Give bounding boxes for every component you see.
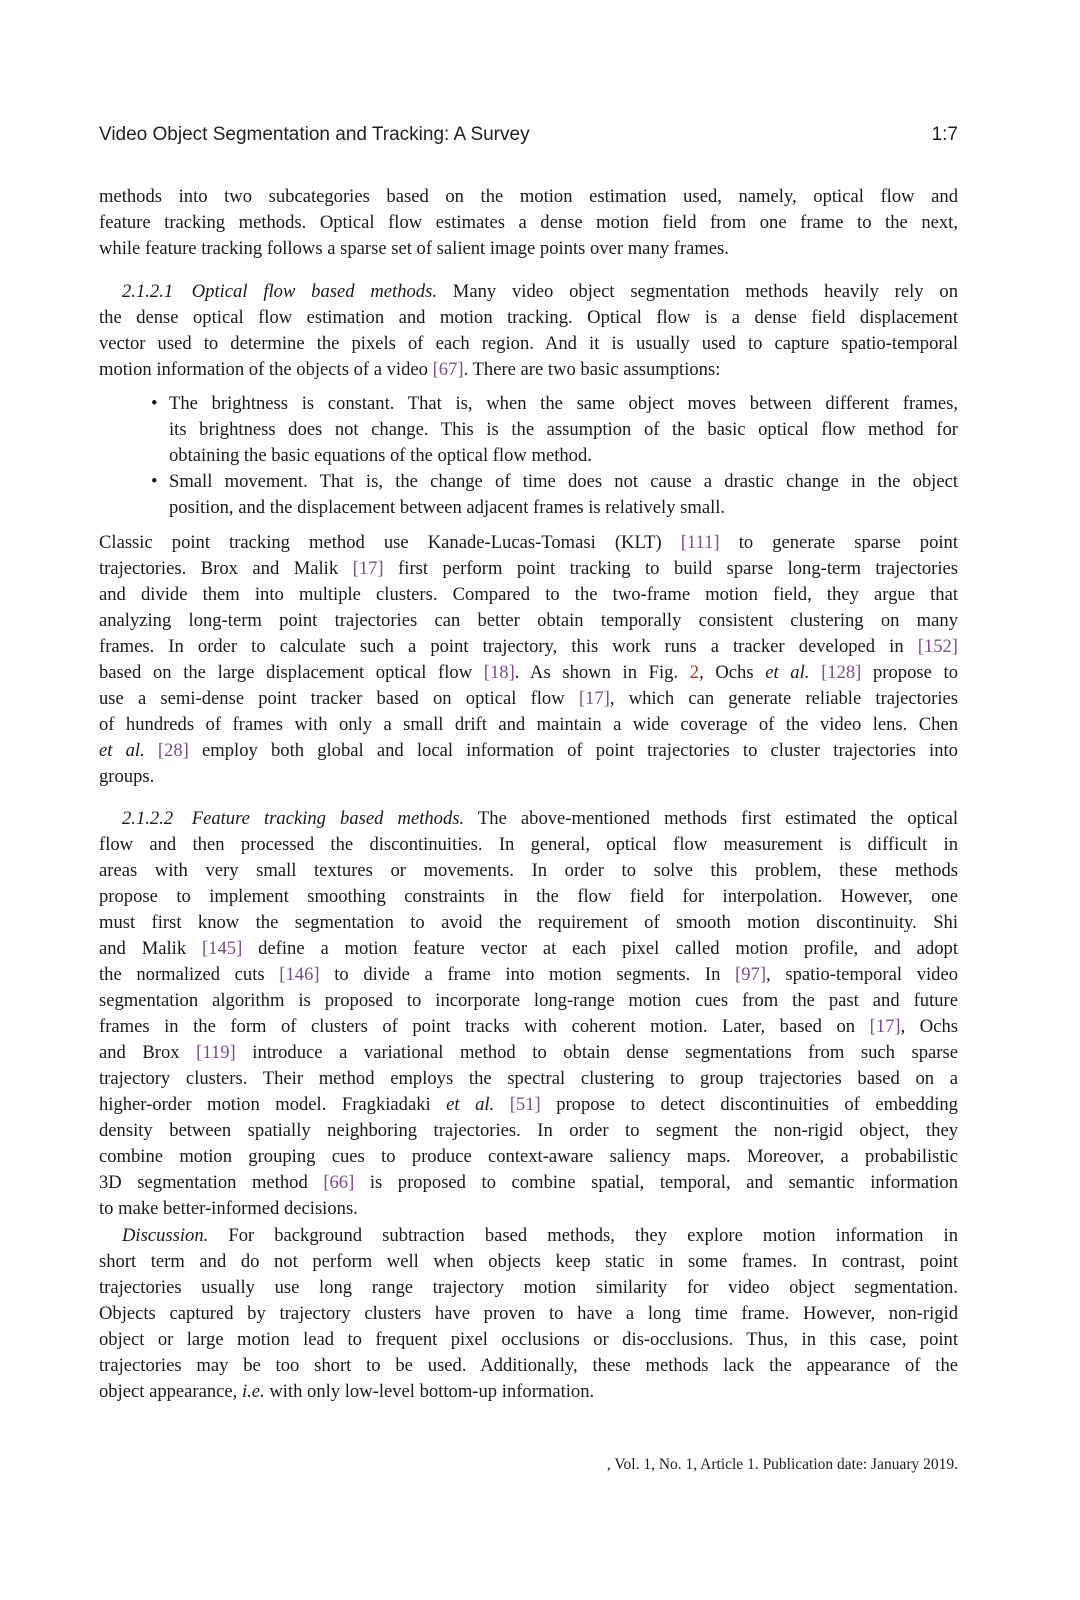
text-span: trajectories may be too short to be used. Additionally, these methods lack the appearance of the [99,1355,958,1376]
italic-text: i.e. [241,1381,265,1402]
citation-link[interactable]: [18] [483,662,515,683]
text-span: , spatio-temporal video [766,964,959,985]
text-span: higher-order motion model. Fragkiadaki [99,1094,447,1115]
citation-link[interactable]: [28] [157,740,189,761]
text-line [99,184,958,210]
running-header [99,124,958,150]
text-span: to make better-informed decisions. [99,1198,358,1219]
italic-text: et al. [765,662,810,683]
text-span: frames. In order to calculate such a point trajectory, this work runs a tracker developed in [99,636,918,657]
text-line [99,210,958,236]
bullet-icon: • [151,393,158,414]
text-span: methods into two subcategories based on the motion estimation used, namely, optical flow and [99,186,958,207]
text-line [99,279,958,305]
citation-link[interactable]: [97] [735,964,767,985]
text-line [99,582,958,608]
text-span: density between spatially neighboring trajectories. In order to segment the non-rigid object, they [99,1120,958,1141]
text-line [99,910,958,936]
text-span: position, and the displacement between adjacent frames is relatively small. [169,497,726,518]
text-span: , which can generate reliable trajectories [609,688,958,709]
running-title: Video Object Segmentation and Tracking: A Survey [99,124,530,145]
citation-link[interactable]: [152] [917,636,958,657]
assumptions-list [99,391,958,521]
text-span: combine motion grouping cues to produce context-aware saliency maps. Moreover, a probabilistic [99,1146,958,1167]
text-line [99,1353,958,1379]
text-span: Objects captured by trajectory clusters have proven to have a long time frame. However, non-rigid [99,1303,958,1324]
citation-link[interactable]: [145] [201,938,243,959]
text-line [99,660,958,686]
text-line [99,469,958,495]
figure-ref-link[interactable]: 2 [689,662,700,683]
text-span: of hundreds of frames with only a small drift and maintain a wide coverage of the video lens. Chen [99,714,958,735]
text-span: . As shown in Fig. [514,662,690,683]
text-span: to divide a frame into motion segments. In [319,964,736,985]
text-line [99,962,958,988]
text-line [99,1275,958,1301]
text-span: , Ochs [900,1016,958,1037]
text-line [99,530,958,556]
text-span: the normalized cuts [99,964,280,985]
text-span: groups. [99,766,155,787]
text-line [99,884,958,910]
text-span: propose to implement smoothing constraints in the flow field for interpolation. However, one [99,886,958,907]
paragraph-optical-flow [99,279,958,383]
text-span: Many video object segmentation methods heavily rely on [436,281,959,302]
text-span: frames in the form of clusters of point tracks with coherent motion. Later, based on [99,1016,870,1037]
text-line [99,236,958,262]
text-span: is proposed to combine spatial, temporal, and semantic information [354,1172,958,1193]
paragraph-feature-tracking [99,806,958,1222]
text-line [99,1327,958,1353]
text-line [99,556,958,582]
citation-link[interactable]: [66] [323,1172,355,1193]
citation-link[interactable]: [111] [680,532,720,553]
text-span: Small movement. That is, the change of time does not cause a drastic change in the object [169,471,958,492]
italic-text: et al. [99,740,145,761]
text-line [99,634,958,660]
italic-text: Feature tracking based methods. [191,808,465,829]
text-line [99,738,958,764]
text-span: . There are two basic assumptions: [463,359,721,380]
italic-text: 2.1.2.2 [122,808,192,829]
text-span: use a semi-dense point tracker based on optical flow [99,688,579,709]
text-line [99,391,958,417]
text-line [99,417,958,443]
text-span: 3D segmentation method [99,1172,324,1193]
text-line [99,686,958,712]
text-span: , Ochs [699,662,766,683]
text-span: and Brox [99,1042,197,1063]
text-line [99,1092,958,1118]
bullet-icon: • [151,471,158,492]
text-line [99,1014,958,1040]
text-span: employ both global and local information of point trajectories to cluster trajectories into [188,740,958,761]
italic-text: 2.1.2.1 [122,281,192,302]
italic-text: et al. [446,1094,495,1115]
italic-text: Optical flow based methods. [191,281,437,302]
text-span [809,662,821,683]
text-span: feature tracking methods. Optical flow estimates a dense motion field from one frame to the next, [99,212,958,233]
text-line [99,1144,958,1170]
text-line [99,495,958,521]
italic-text: Discussion. [122,1225,209,1246]
text-span: based on the large displacement optical flow [99,662,484,683]
text-span: its brightness does not change. This is the assumption of the basic optical flow method for [169,419,958,440]
text-line [99,1040,958,1066]
paragraph-point-tracking [99,530,958,790]
text-span: obtaining the basic equations of the optical flow method. [169,445,592,466]
text-span: For background subtraction based methods, they explore motion information in [208,1225,958,1246]
text-span: Classic point tracking method use Kanade-Lucas-Tomasi (KLT) [99,532,681,553]
text-line [99,443,958,469]
text-line [99,331,958,357]
text-line [99,806,958,832]
text-span: object appearance, [99,1381,242,1402]
text-span: introduce a variational method to obtain dense segmentations from such sparse [235,1042,958,1063]
text-span: segmentation algorithm is proposed to incorporate long-range motion cues from the past and future [99,990,958,1011]
text-span: short term and do not perform well when objects keep static in some frames. In contrast, point [99,1251,958,1272]
citation-link[interactable]: [51] [509,1094,541,1115]
text-span [145,740,158,761]
text-span [494,1094,510,1115]
citation-link[interactable]: [119] [196,1042,236,1063]
text-line [99,936,958,962]
text-span: trajectories usually use long range trajectory motion similarity for video object segmentation. [99,1277,958,1298]
text-line [99,1379,958,1405]
text-span: first perform point tracking to build sparse long-term trajectories [383,558,958,579]
text-span: trajectory clusters. Their method employs the spectral clustering to group trajectories based on a [99,1068,958,1089]
text-span: The brightness is constant. That is, when the same object moves between different frames, [169,393,958,414]
text-span: define a motion feature vector at each pixel called motion profile, and adopt [242,938,958,959]
page-number: 1:7 [931,124,958,145]
text-line [99,832,958,858]
text-line [99,858,958,884]
text-span: motion information of the objects of a video [99,359,433,380]
publication-footer: , Vol. 1, No. 1, Article 1. Publication date: January 2019. [606,1456,958,1473]
text-span: the dense optical flow estimation and motion tracking. Optical flow is a dense field displacement [99,307,958,328]
text-line [99,608,958,634]
text-span: while feature tracking follows a sparse set of salient image points over many frames. [99,238,729,259]
text-line [99,764,958,790]
citation-link[interactable]: [146] [279,964,320,985]
text-span: vector used to determine the pixels of each region. And it is usually used to capture spatio-temporal [99,333,958,354]
text-line [99,305,958,331]
text-span: propose to detect discontinuities of embedding [540,1094,958,1115]
text-line [99,988,958,1014]
text-line [99,1196,958,1222]
text-line [99,1301,958,1327]
text-span: and divide them into multiple clusters. Compared to the two-frame motion field, they argue that [99,584,958,605]
citation-link[interactable]: [67] [432,359,464,380]
citation-link[interactable]: [17] [578,688,610,709]
text-span: to generate sparse point [719,532,958,553]
text-span: analyzing long-term point trajectories can better obtain temporally consistent clustering on many [99,610,958,631]
text-line [99,1170,958,1196]
text-span: with only low-level bottom-up information. [264,1381,595,1402]
text-line [99,1249,958,1275]
text-span: and Malik [99,938,202,959]
text-span: The above-mentioned methods first estimated the optical [464,808,958,829]
text-span: trajectories. Brox and Malik [99,558,353,579]
text-line [99,712,958,738]
text-line [99,1223,958,1249]
text-line [99,1066,958,1092]
text-span: flow and then processed the discontinuities. In general, optical flow measurement is difficult in [99,834,958,855]
text-span: propose to [861,662,958,683]
paragraph-intro [99,184,958,262]
citation-link[interactable]: [17] [869,1016,901,1037]
text-line [99,1118,958,1144]
text-span: must first know the segmentation to avoid the requirement of smooth motion discontinuity. Shi [99,912,958,933]
text-span: object or large motion lead to frequent pixel occlusions or dis-occlusions. Thus, in this case, point [99,1329,958,1350]
citation-link[interactable]: [128] [821,662,862,683]
text-span: areas with very small textures or movements. In order to solve this problem, these methods [99,860,958,881]
text-line [99,357,958,383]
paragraph-discussion [99,1223,958,1405]
citation-link[interactable]: [17] [352,558,384,579]
